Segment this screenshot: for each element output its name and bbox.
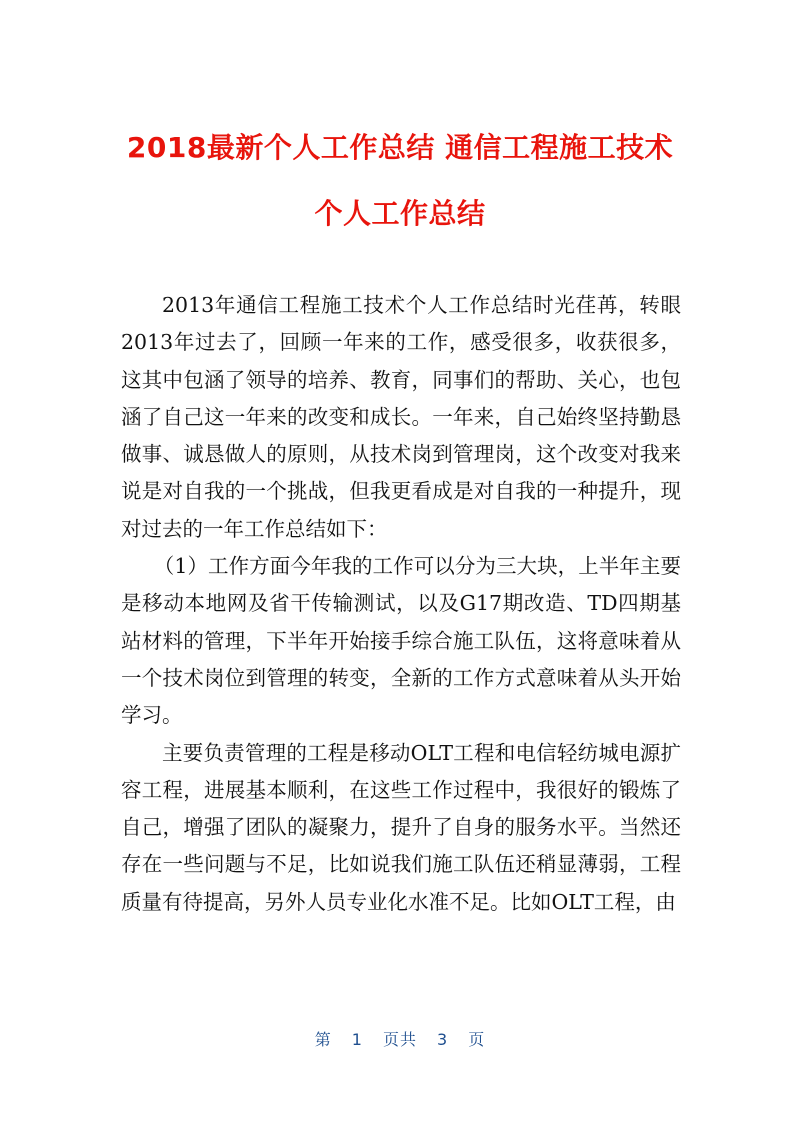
paragraph-intro: 2013年通信工程施工技术个人工作总结时光荏苒，转眼2013年过去了，回顾一年来的工作，感受很多，收获很多，这其中包涵了领导的培养、教育，同事们的帮助、关心，也包涵了自己这一年来的改变和成长。一年来，自己始终坚持勤恳做事、诚恳做人的原则，从技术岗到管理岗，这个改变对我来说是对自我的一个挑战，但我更看成是对自我的一种提升，现对过去的一年工作总结如下： — [121, 293, 681, 541]
page-total-number: 3 — [437, 1030, 449, 1049]
document-body — [121, 287, 681, 921]
paragraph-work-aspects: （1）工作方面今年我的工作可以分为三大块，上半年主要是移动本地网及省干传输测试，以及G17期改造、TD四期基站材料的管理，下半年开始接手综合施工队伍，这将意味着从一个技术岗位到管理的转变，全新的工作方式意味着从头开始学习。 — [121, 554, 681, 728]
paragraph-projects: 主要负责管理的工程是移动OLT工程和电信轻纺城电源扩容工程，进展基本顺利，在这些工作过程中，我很好的锻炼了自己，增强了团队的凝聚力，提升了自身的服务水平。当然还存在一些问题与不足，比如说我们施工队伍还稍显薄弱，工程质量有待提高，另外人员专业化水准不足。比如OLT工程，由 — [121, 740, 681, 914]
page-prefix: 第 — [314, 1030, 332, 1049]
page-suffix: 页 — [468, 1030, 486, 1049]
page-middle-text: 页共 — [382, 1030, 417, 1049]
page-footer — [0, 1027, 800, 1050]
document-title-line-1: 2018最新个人工作总结 通信工程施工技术 — [126, 131, 674, 164]
page-current-number: 1 — [351, 1030, 363, 1049]
document-title-line-2: 个人工作总结 — [314, 197, 486, 230]
